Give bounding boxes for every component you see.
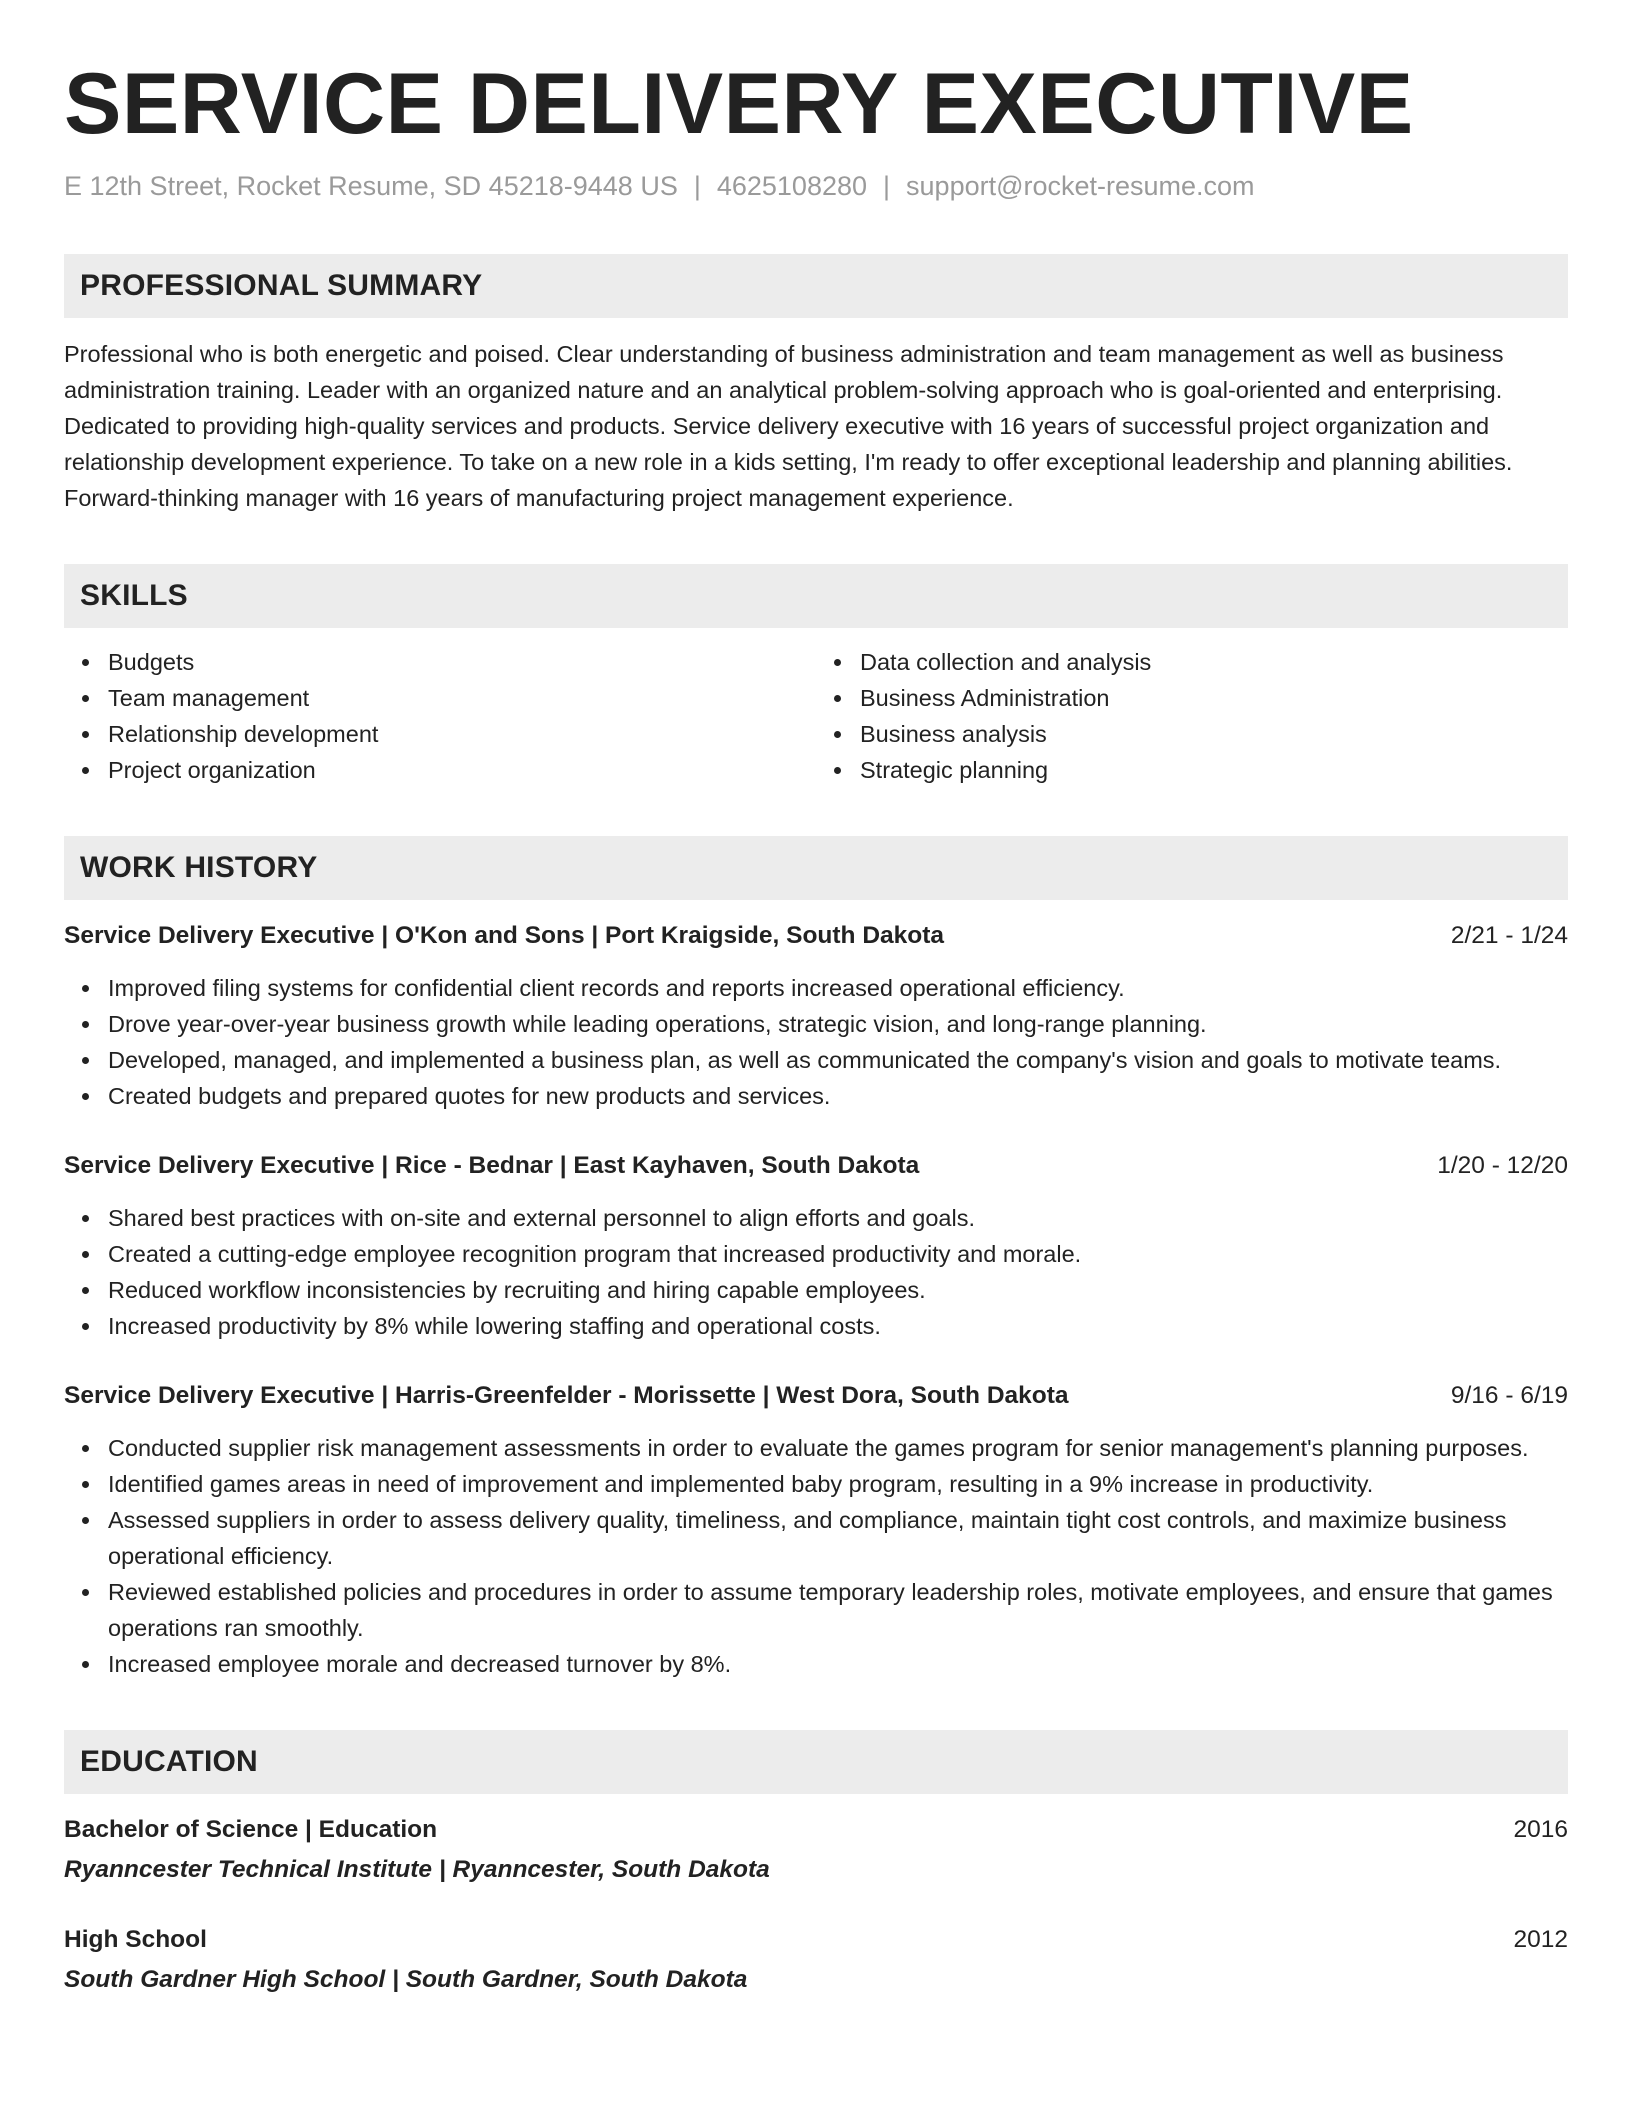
job-bullet: Conducted supplier risk management assessments in order to evaluate the games program for senior management's planning purposes. <box>108 1430 1568 1466</box>
job-header <box>64 1148 1568 1184</box>
skills-heading: SKILLS <box>64 564 1568 628</box>
contact-separator: | <box>693 171 701 201</box>
job-dates: 1/20 - 12/20 <box>1437 1152 1568 1179</box>
job-header <box>64 918 1568 954</box>
education-section <box>64 1730 1568 1998</box>
skills-list-right <box>816 644 1568 788</box>
education-degree: High School <box>64 1926 207 1953</box>
job-dates: 9/16 - 6/19 <box>1450 1382 1568 1409</box>
contact-phone: 4625108280 <box>716 171 868 201</box>
skill-item: Team management <box>108 680 816 716</box>
education-entry <box>64 1922 1568 1998</box>
skill-item: Strategic planning <box>860 752 1568 788</box>
work-history-heading: WORK HISTORY <box>64 836 1568 900</box>
job-bullet: Increased employee morale and decreased turnover by 8%. <box>108 1646 1568 1682</box>
job-bullet: Shared best practices with on-site and external personnel to align efforts and goals. <box>108 1200 1568 1236</box>
education-header <box>64 1812 1568 1848</box>
job-bullet: Increased productivity by 8% while lowering staffing and operational costs. <box>108 1308 1568 1344</box>
job-entry <box>64 1148 1568 1344</box>
education-entry <box>64 1812 1568 1888</box>
job-bullets <box>64 1430 1568 1682</box>
skill-item: Business analysis <box>860 716 1568 752</box>
skills-list-left <box>64 644 816 788</box>
summary-text: Professional who is both energetic and poised. Clear understanding of business administration and team management as well as business administration training. Leader with an organized nature and an analytical problem-solving approach who is goal-oriented and enterprising. Dedicated to providing high-quality services and products. Service delivery executive with 16 years of successful project organization and relationship development experience. To take on a new role in a kids setting, I'm ready to offer exceptional leadership and planning abilities. Forward-thinking manager with 16 years of manufacturing project management experience. <box>64 341 1513 511</box>
summary-heading: PROFESSIONAL SUMMARY <box>64 254 1568 318</box>
education-year: 2016 <box>1513 1816 1568 1843</box>
job-entry <box>64 1378 1568 1682</box>
skills-section <box>64 564 1568 788</box>
skill-item: Project organization <box>108 752 816 788</box>
job-header <box>64 1378 1568 1414</box>
summary-section <box>64 254 1568 516</box>
contact-email: support@rocket-resume.com <box>906 171 1255 201</box>
job-bullets <box>64 970 1568 1114</box>
job-bullet: Assessed suppliers in order to assess delivery quality, timeliness, and compliance, maintain tight cost controls, and maximize business operational efficiency. <box>108 1502 1568 1574</box>
job-title: Service Delivery Executive | Rice - Bednar | East Kayhaven, South Dakota <box>64 1152 920 1179</box>
education-degree: Bachelor of Science | Education <box>64 1816 438 1843</box>
contact-address: E 12th Street, Rocket Resume, SD 45218-9448 US <box>64 171 678 201</box>
job-bullet: Created a cutting-edge employee recognition program that increased productivity and morale. <box>108 1236 1568 1272</box>
education-header <box>64 1922 1568 1958</box>
job-bullet: Reviewed established policies and procedures in order to assume temporary leadership roles, motivate employees, and ensure that games operations ran smoothly. <box>108 1574 1568 1646</box>
education-heading: EDUCATION <box>64 1730 1568 1794</box>
job-bullet: Reduced workflow inconsistencies by recruiting and hiring capable employees. <box>108 1272 1568 1308</box>
job-bullet: Developed, managed, and implemented a business plan, as well as communicated the company's vision and goals to motivate teams. <box>108 1042 1568 1078</box>
contact-line <box>64 168 1568 204</box>
contact-separator: | <box>883 171 891 201</box>
candidate-name: SERVICE DELIVERY EXECUTIVE <box>64 56 1414 152</box>
education-year: 2012 <box>1513 1926 1568 1953</box>
work-history-section <box>64 836 1568 1682</box>
skills-columns <box>64 644 1568 788</box>
job-dates: 2/21 - 1/24 <box>1450 922 1568 949</box>
job-bullets <box>64 1200 1568 1344</box>
education-school: Ryanncester Technical Institute | Ryanncester, South Dakota <box>64 1856 770 1883</box>
skill-item: Relationship development <box>108 716 816 752</box>
job-entry <box>64 918 1568 1114</box>
job-bullet: Created budgets and prepared quotes for new products and services. <box>108 1078 1568 1114</box>
skill-item: Business Administration <box>860 680 1568 716</box>
job-bullet: Identified games areas in need of improvement and implemented baby program, resulting in a 9% increase in productivity. <box>108 1466 1568 1502</box>
job-bullet: Drove year-over-year business growth while leading operations, strategic vision, and long-range planning. <box>108 1006 1568 1042</box>
job-bullet: Improved filing systems for confidential client records and reports increased operational efficiency. <box>108 970 1568 1006</box>
skill-item: Data collection and analysis <box>860 644 1568 680</box>
job-title: Service Delivery Executive | O'Kon and Sons | Port Kraigside, South Dakota <box>64 922 945 949</box>
job-title: Service Delivery Executive | Harris-Greenfelder - Morissette | West Dora, South Dakota <box>64 1382 1069 1409</box>
skill-item: Budgets <box>108 644 816 680</box>
education-school: South Gardner High School | South Gardner, South Dakota <box>64 1966 748 1993</box>
